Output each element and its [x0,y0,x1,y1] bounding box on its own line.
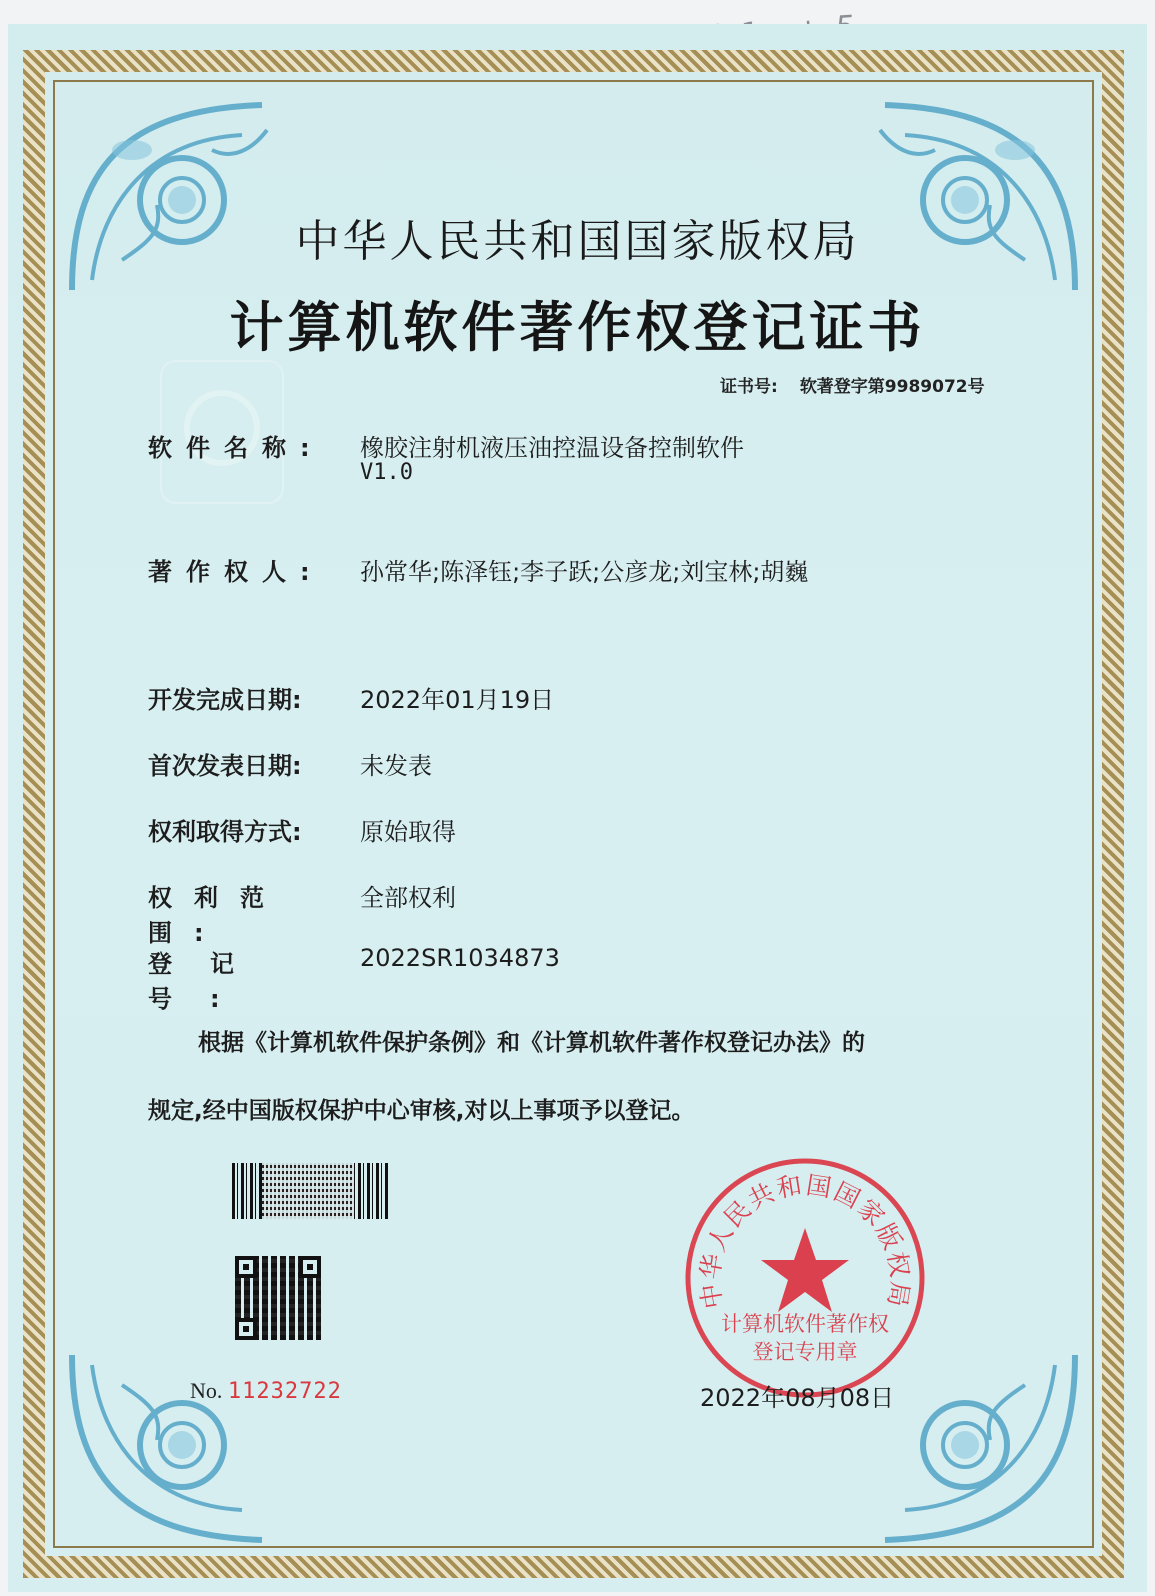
field-value: 全部权利 [360,884,456,912]
field-value: 未发表 [360,752,432,780]
seal-line-1: 计算机软件著作权 [721,1312,889,1336]
certificate-number [720,372,985,397]
field-value-version: V1.0 [360,460,413,485]
field-value: 孙常华;陈泽钰;李子跃;公彦龙;刘宝林;胡巍 [360,558,809,586]
certificate-number-label: 证书号: [720,377,778,397]
field-label: 软件名称: [148,434,324,462]
certificate-number-value: 软著登字第9989072号 [799,377,985,397]
field-label: 登记号: [148,950,272,1013]
seal-line-2: 登记专用章 [752,1340,858,1364]
field-value: 2022年01月19日 [360,686,555,714]
qr-code [235,1256,321,1340]
field-label: 权利取得方式: [148,818,302,846]
corner-ornament-icon [62,1325,292,1555]
official-seal [683,1156,927,1400]
field-value: 橡胶注射机液压油控温设备控制软件 [360,434,744,462]
field-label: 首次发表日期: [148,752,302,780]
seal-star-icon [761,1228,849,1312]
field-value: 原始取得 [360,818,456,846]
field-label: 著作权人: [148,558,324,586]
serial-number [190,1378,342,1404]
authority-title: 中华人民共和国国家版权局 [295,216,860,267]
field-label: 权利范围: [148,884,286,947]
statement-line-1: 根据《计算机软件保护条例》和《计算机软件著作权登记办法》的 [198,1030,865,1056]
barcode [232,1163,390,1219]
field-label: 开发完成日期: [148,686,302,714]
issue-date: 2022年08月08日 [700,1384,895,1412]
field-value: 2022SR1034873 [360,944,560,972]
serial-value: 11232722 [227,1379,342,1404]
seal-ring-text: 中华人民共和国国家版权局 [695,1170,915,1311]
certificate-title: 计算机软件著作权登记证书 [229,295,926,359]
serial-prefix: No. [190,1378,223,1403]
statement-line-2: 规定,经中国版权保护中心审核,对以上事项予以登记。 [148,1098,695,1124]
